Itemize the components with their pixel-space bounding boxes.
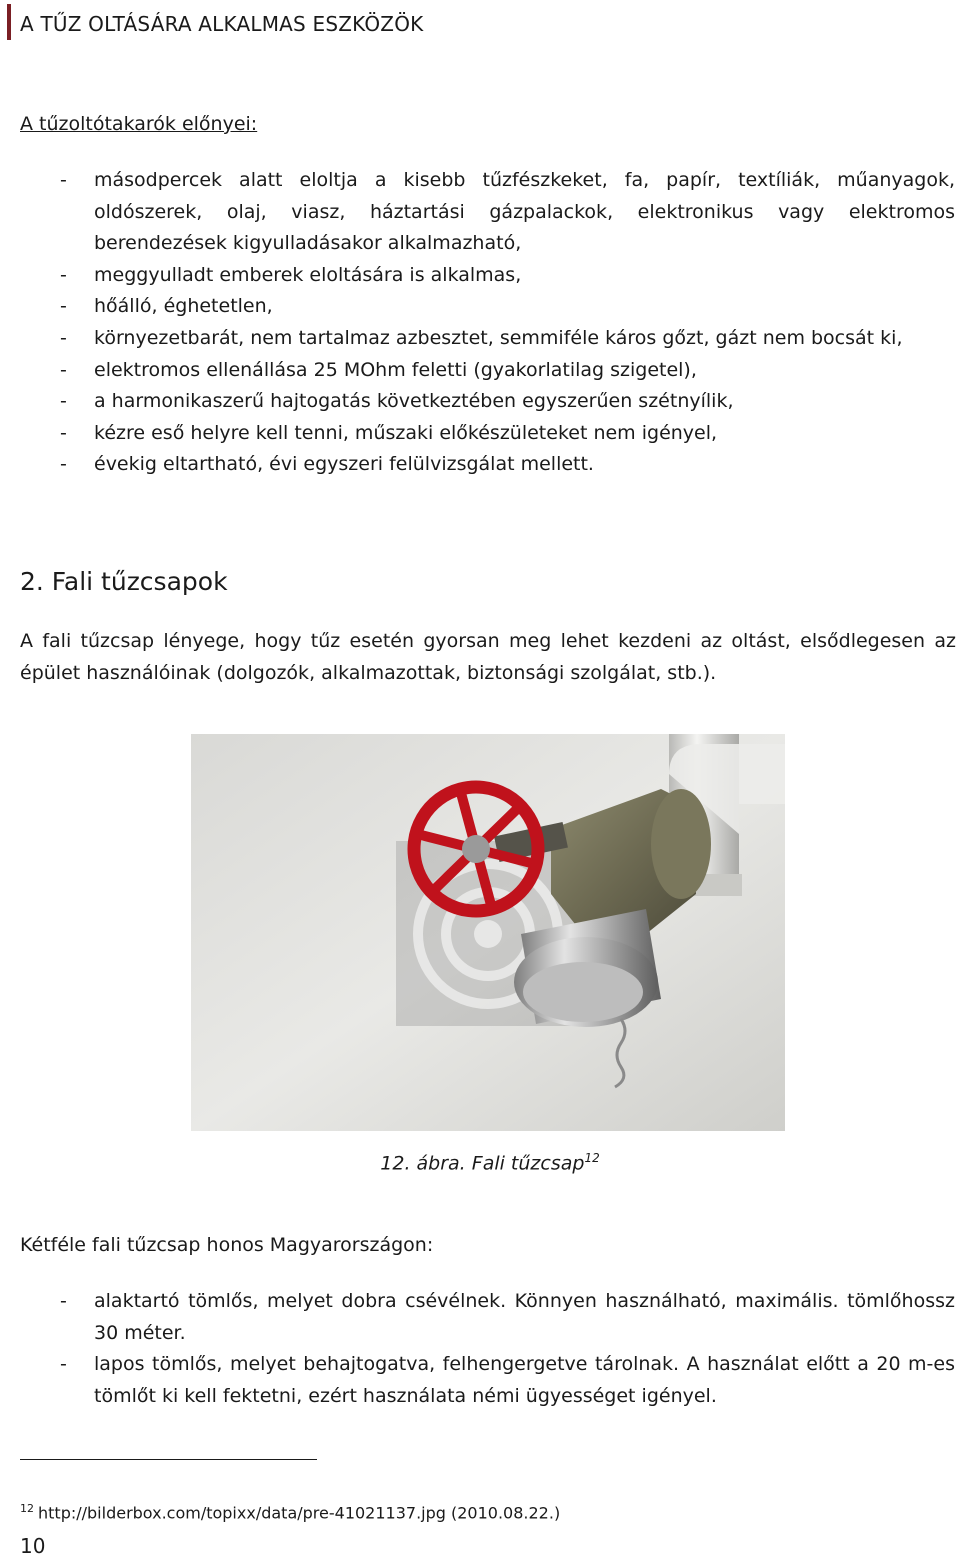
list-dash: -: [60, 1290, 67, 1312]
hydrant-types-intro: Kétféle fali tűzcsap honos Magyarországon:: [20, 1234, 434, 1256]
header-accent-rule: [7, 4, 11, 40]
list-item: [0, 418, 955, 450]
list-dash: -: [60, 263, 67, 286]
list-item: [0, 386, 955, 418]
list-dash: -: [60, 169, 67, 191]
wall-hydrant-photo: [191, 734, 785, 1131]
advantages-list-container: [0, 165, 955, 481]
header-title: A TŰZ OLTÁSÁRA ALKALMAS ESZKÖZÖK: [20, 12, 424, 36]
footnote-separator: [20, 1459, 317, 1460]
hydrant-types-list-container: [0, 1286, 955, 1412]
page-number: 10: [20, 1534, 46, 1558]
page-header: [0, 0, 960, 42]
list-dash: -: [60, 358, 67, 381]
hydrant-description-paragraph: A fali tűzcsap lényege, hogy tűz esetén gyorsan meg lehet kezdeni az oltást, elsődlegesen az épület használóinak (dolgozók, alkalmazottak, biztonsági szolgálat, stb.).: [20, 630, 956, 684]
section-heading-wall-hydrants: 2. Fali tűzcsapok: [20, 567, 228, 596]
list-item: [0, 165, 955, 260]
hydrant-types-list: [0, 1286, 955, 1412]
list-item-text: hőálló, éghetetlen,: [94, 295, 273, 318]
list-item-text: lapos tömlős, melyet behajtogatva, felhengergetve tárolnak. A használat előtt a 20 m-es tömlőt ki kell fektetni, ezért használata némi ügyességet igényel.: [94, 1353, 955, 1407]
figure-caption-text: 12. ábra. Fali tűzcsap: [380, 1152, 585, 1175]
list-item-text: környezetbarát, nem tartalmaz azbesztet, semmiféle káros gőzt, gázt nem bocsát ki,: [94, 326, 903, 349]
list-item-text: kézre eső helyre kell tenni, műszaki előkészületeket nem igényel,: [94, 421, 718, 444]
list-item: [0, 449, 955, 481]
list-item: [0, 323, 955, 355]
list-item: [0, 355, 955, 387]
figure-caption: [0, 1151, 960, 1174]
list-item-text: másodpercek alatt eloltja a kisebb tűzfészkeket, fa, papír, textíliák, műanyagok, oldószerek, olaj, viasz, háztartási gázpalackok, elektronikus vagy elektromos berendezések kigyulladásakor alkalmazható,: [94, 169, 955, 255]
list-item-text: meggyulladt emberek eloltására is alkalmas,: [94, 263, 522, 286]
list-item: [0, 291, 955, 323]
list-item-text: elektromos ellenállása 25 MOhm feletti (gyakorlatilag szigetel),: [94, 358, 697, 381]
list-dash: -: [60, 1353, 67, 1376]
list-item-text: a harmonikaszerű hajtogatás következtében egyszerűen szétnyílik,: [94, 390, 734, 413]
list-dash: -: [60, 421, 67, 444]
footnote-link[interactable]: http://bilderbox.com/topixx/data/pre-41021137.jpg (2010.08.22.): [38, 1503, 561, 1523]
list-item-text: alaktartó tömlős, melyet dobra csévélnek. Könnyen használható, maximális. tömlőhossz 30 méter.: [94, 1290, 955, 1344]
list-dash: -: [60, 295, 67, 318]
list-item: [0, 260, 955, 292]
list-item: [0, 1286, 955, 1349]
list-dash: -: [60, 326, 67, 349]
list-dash: -: [60, 390, 67, 413]
advantages-list: [0, 165, 955, 481]
footnote: [20, 1502, 560, 1522]
section-heading-blanket-advantages: A tűzoltótakarók előnyei:: [20, 113, 258, 135]
list-dash: -: [60, 453, 67, 476]
footnote-reference: 12: [584, 1151, 600, 1165]
list-item-text: évekig eltartható, évi egyszeri felülvizsgálat mellett.: [94, 453, 594, 476]
footnote-number: 12: [20, 1502, 34, 1515]
list-item: [0, 1349, 955, 1412]
